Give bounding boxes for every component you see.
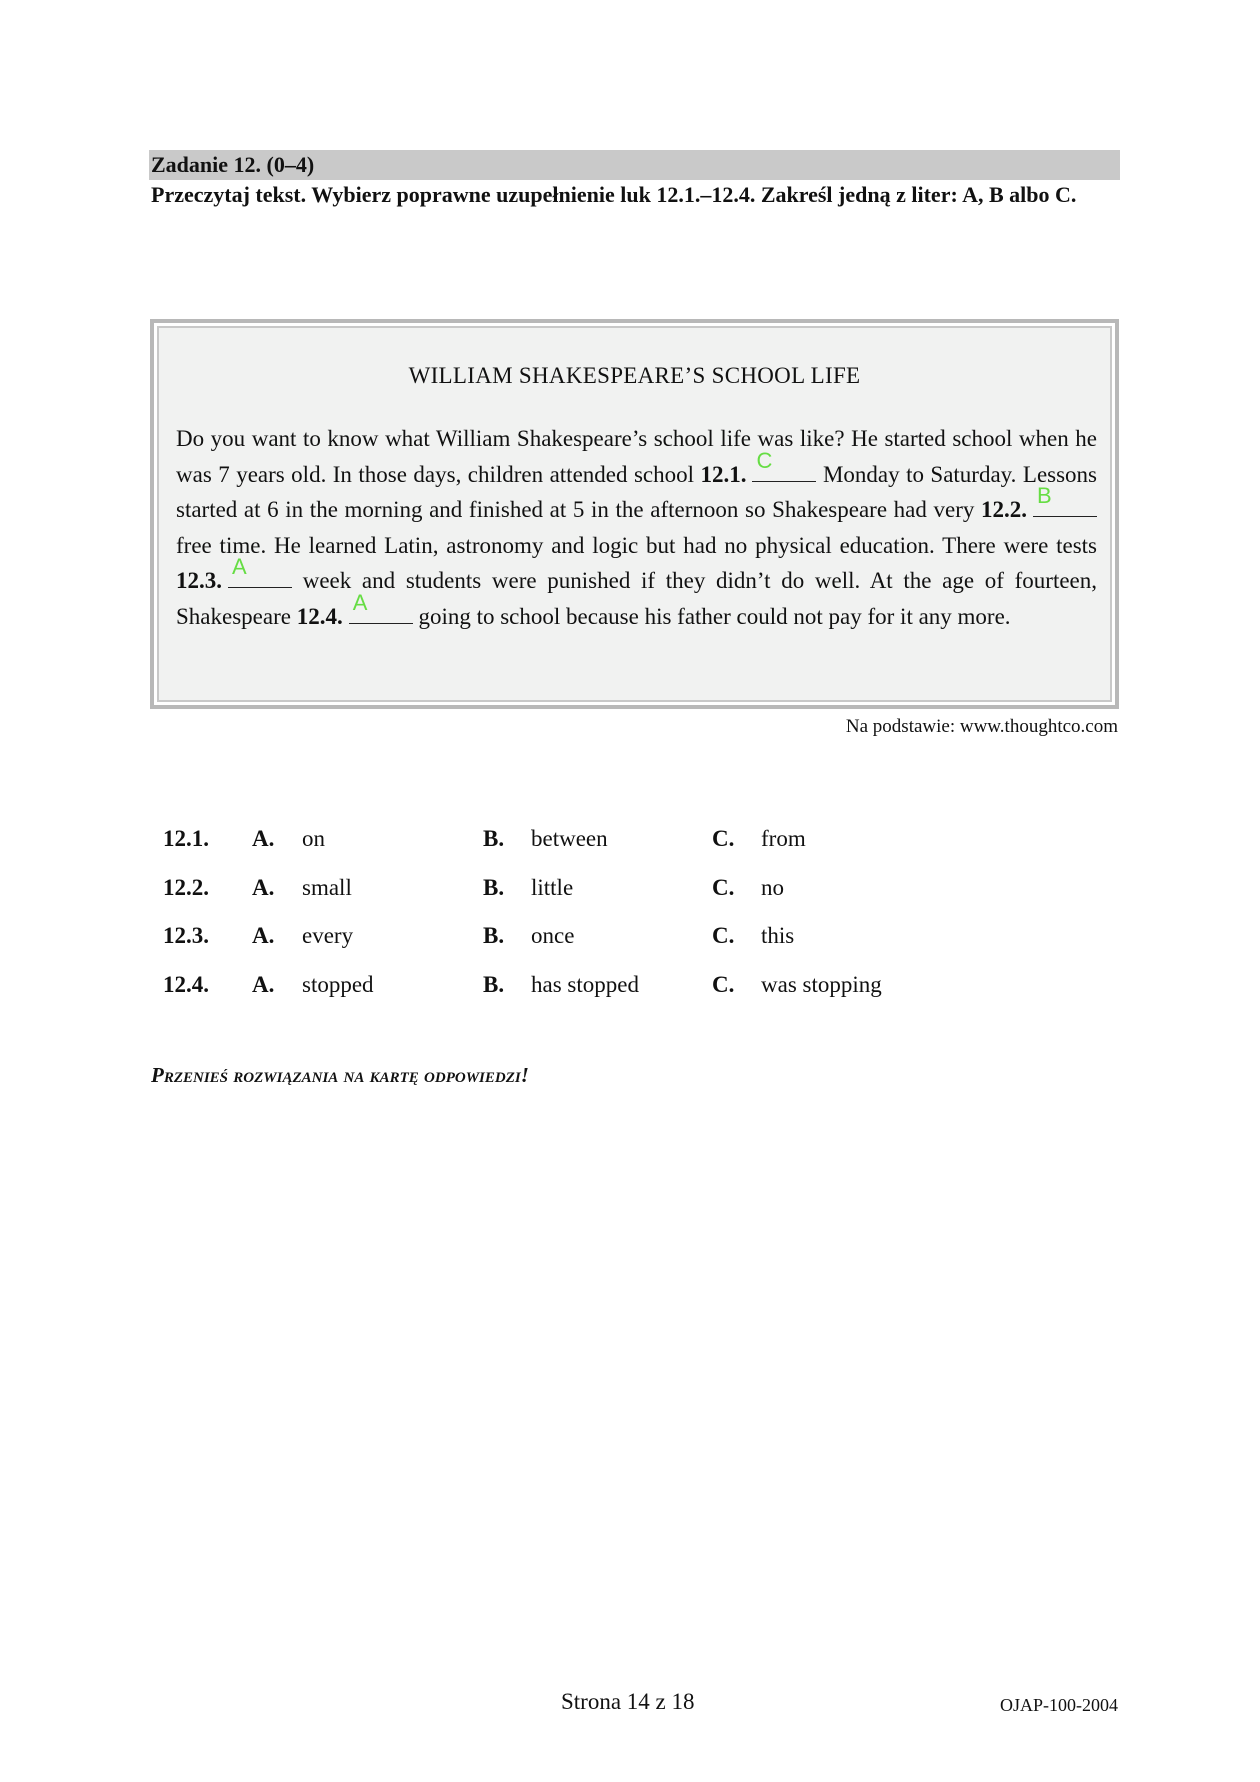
task-instruction: Przeczytaj tekst. Wybierz poprawne uzupełnienie luk 12.1.–12.4. Zakreśl jedną z liter: A, B albo C. [151,182,1077,207]
option-text-a: on [302,826,325,851]
question-number: 12.4. [163,971,209,997]
handwritten-answer: C [756,447,773,473]
handwritten-answer: A [232,554,247,579]
answer-blank[interactable] [228,554,292,588]
reading-text-box [150,319,1119,709]
option-text-b: between [531,826,608,851]
option-text-c: from [761,826,806,851]
option-letter-a[interactable]: A. [252,923,275,948]
option-text-a: small [302,874,352,900]
option-letter-b[interactable]: B. [483,971,505,997]
passage-segment: Do you want to know what William Shakespeare’s school life was like? He started school when he was 7 years old. In those days, children attended school [176,426,1097,487]
option-text-c: this [761,923,795,948]
option-letter-a[interactable]: A. [252,971,275,997]
source-citation: Na podstawie: www.thoughtco.com [845,716,1118,737]
passage-segment: week and students were punished if they didn’t do well. At the age of fourteen, Shakespeare [176,568,1098,629]
passage-segment: Monday to Saturday. Lessons started at 6 in the morning and finished at 5 in the afternoon so Shakespeare had very [176,461,1098,522]
question-number: 12.3. [163,923,209,948]
handwritten-answer: B [1037,483,1052,508]
passage-segment: free time. He learned Latin, astronomy and logic but had no physical education. There were tests [176,532,1097,558]
option-text-b: once [531,923,575,948]
exam-code: OJAP-100-2004 [999,1695,1118,1715]
transfer-note: Przenieś rozwiązania na kartę odpowiedzi! [151,1063,529,1087]
gap-number: 12.4. [296,603,343,629]
answer-blank[interactable] [349,589,413,624]
gap-number: 12.2. [981,497,1028,522]
question-number: 12.2. [163,874,209,900]
option-text-a: every [302,923,354,948]
option-text-a: stopped [302,971,374,997]
handwritten-answer: A [352,589,368,615]
answer-blank[interactable] [752,447,816,482]
option-letter-c[interactable]: C. [712,923,735,948]
option-text-b: little [531,874,574,900]
option-text-c: no [761,874,784,900]
option-letter-a[interactable]: A. [252,874,275,900]
option-letter-b[interactable]: B. [483,826,505,851]
task-header: Zadanie 12. (0–4) [149,150,1120,180]
text-title: WILLIAM SHAKESPEARE’S SCHOOL LIFE [408,363,861,388]
reading-passage [176,421,1097,634]
option-text-b: has stopped [531,971,639,997]
question-number: 12.1. [163,826,209,851]
page-number: Strona 14 z 18 [561,1689,695,1714]
option-letter-c[interactable]: C. [712,971,735,997]
gap-number: 12.3. [176,568,222,593]
option-letter-b[interactable]: B. [483,874,505,900]
gap-number: 12.1. [700,461,747,487]
option-text-c: was stopping [761,971,882,997]
answer-blank[interactable] [1033,483,1097,517]
option-letter-c[interactable]: C. [712,826,735,851]
passage-segment: going to school because his father could not pay for it any more. [418,603,1011,629]
option-letter-a[interactable]: A. [252,826,275,851]
option-letter-c[interactable]: C. [712,874,735,900]
option-letter-b[interactable]: B. [483,923,505,948]
